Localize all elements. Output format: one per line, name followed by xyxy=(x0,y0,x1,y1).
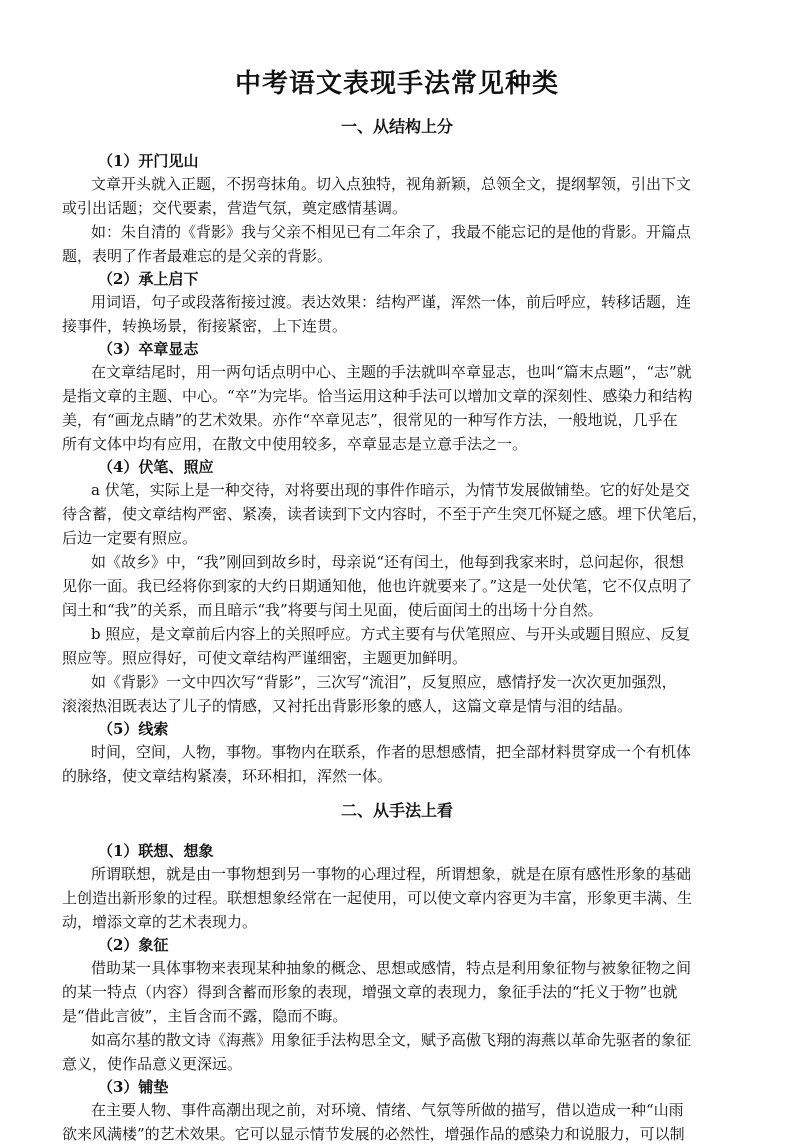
paragraph-line: 时间，空间，人物，事物。事物内在联系，作者的思想感情，把全部材料贯穿成一个有机体 xyxy=(91,743,692,761)
subsection-heading: （2）承上启下 xyxy=(98,270,199,288)
subsection-heading: （3）卒章显志 xyxy=(98,340,199,358)
paragraph-line: 闰土和“我”的关系，而且暗示“我”将要与闰土见面，使后面闰土的出场十分自然。 xyxy=(62,601,603,619)
paragraph-line: 如：朱自清的《背影》我与父亲不相见已有二年余了，我最不能忘记的是他的背影。开篇点 xyxy=(91,223,692,241)
subsection-heading: （5）线索 xyxy=(98,720,169,738)
paragraph-line: 欲来风满楼”的艺术效果。它可以显示情节发展的必然性，增强作品的感染力和说服力，可以制 xyxy=(62,1125,685,1143)
paragraph-line: 题，表明了作者最难忘的是父亲的背影。 xyxy=(62,247,333,265)
paragraph-line: 是“借此言彼”，主旨含而不露，隐而不晦。 xyxy=(62,1007,348,1025)
paragraph-line: 待含蓄，使文章结构严密、紧凑，读者读到下文内容时，不至于产生突兀怀疑之感。埋下伏笔后， xyxy=(62,505,708,523)
paragraph-line: 用词语，句子或段落衔接过渡。表达效果：结构严谨，浑然一体，前后呼应，转移话题，连 xyxy=(91,293,692,311)
paragraph-line: 美，有“画龙点睛”的艺术效果。亦作“卒章见志”，很常见的一种写作方法，一般地说，几乎在 xyxy=(62,411,678,429)
paragraph-line: 如《背影》一文中四次写“背影”，三次写“流泪”，反复照应，感情抒发一次次更加强烈， xyxy=(91,673,677,691)
paragraph-line: 的某一特点（内容）得到含蓄而形象的表现，增强文章的表现力，象征手法的“托义于物”也就 xyxy=(62,983,678,1001)
paragraph-line: 所有文体中均有应用，在散文中使用较多，卒章显志是立意手法之一。 xyxy=(62,435,528,453)
paragraph-line: 后边一定要有照应。 xyxy=(62,529,198,547)
paragraph-line: 意义，使作品意义更深远。 xyxy=(62,1055,243,1073)
paragraph-line: 上创造出新形象的过程。联想想象经常在一起使用，可以使文章内容更为丰富，形象更丰满、生 xyxy=(62,889,693,907)
paragraph xyxy=(62,220,732,268)
paragraph xyxy=(62,172,732,220)
paragraph-line: 照应等。照应得好，可使文章结构严谨细密，主题更加鲜明。 xyxy=(62,649,468,667)
paragraph-line: 在文章结尾时，用一两句话点明中心、主题的手法就叫卒章显志，也叫“篇末点题”，“志”就 xyxy=(91,363,692,381)
paragraph-line: 的脉络，使文章结构紧凑，环环相扣，浑然一体。 xyxy=(62,767,393,785)
paragraph xyxy=(62,290,732,338)
subsection-heading: （4）伏笔、照应 xyxy=(98,458,214,476)
subsection-heading: （1）开门见山 xyxy=(98,152,199,170)
document-title: 中考语文表现手法常见种类 xyxy=(234,69,559,99)
section-heading: 二、从手法上看 xyxy=(340,801,453,820)
paragraph-line: b 照应，是文章前后内容上的关照呼应。方式主要有与伏笔照应、与开头或题目照应、反复 xyxy=(91,625,691,643)
subsection-heading: （3）铺垫 xyxy=(98,1078,169,1096)
paragraph xyxy=(62,740,732,788)
paragraph-line: 在主要人物、事件高潮出现之前，对环境、情绪、气氛等所做的描写，借以造成一种“山雨 xyxy=(91,1101,684,1119)
paragraph xyxy=(62,622,732,670)
paragraph-line: 动，增添文章的艺术表现力。 xyxy=(62,913,258,931)
paragraph-line: 借助某一具体事物来表现某种抽象的概念、思想或感情，特点是利用象征物与被象征物之间 xyxy=(91,959,692,977)
paragraph xyxy=(62,1028,732,1076)
subsection-heading: （1）联想、想象 xyxy=(98,842,214,860)
paragraph-line: 是指文章的主题、中心。“卒”为完毕。恰当运用这种手法可以增加文章的深刻性、感染力和结构 xyxy=(62,387,693,405)
paragraph xyxy=(62,478,732,550)
paragraph-line: 或引出话题；交代要素，营造气氛，奠定感情基调。 xyxy=(62,199,408,217)
paragraph-line: 如《故乡》中，“我”刚回到故乡时，母亲说“还有闰土，他每到我家来时，总问起你，很想 xyxy=(91,553,685,571)
paragraph-line: 接事件，转换场景，衔接紧密，上下连贯。 xyxy=(62,317,348,335)
paragraph-line: a 伏笔，实际上是一种交待，对将要出现的事件作暗示，为情节发展做铺垫。它的好处是交 xyxy=(91,481,690,499)
subsection-heading: （2）象征 xyxy=(98,936,169,954)
paragraph xyxy=(62,550,732,622)
paragraph-line: 文章开头就入正题，不拐弯抹角。切入点独特，视角新颖，总领全文，提纲挈领，引出下文 xyxy=(91,175,692,193)
paragraph-line: 滚滚热泪既表达了儿子的情感，又衬托出背影形象的感人，这篇文章是情与泪的结晶。 xyxy=(62,697,633,715)
paragraph xyxy=(62,862,732,934)
paragraph-line: 如高尔基的散文诗《海燕》用象征手法构思全文，赋予高傲飞翔的海燕以革命先驱者的象征 xyxy=(91,1031,692,1049)
paragraph xyxy=(62,360,732,456)
paragraph xyxy=(62,956,732,1028)
section-heading: 一、从结构上分 xyxy=(340,117,453,136)
paragraph-line: 见你一面。我已经将你到家的大约日期通知他，他也许就要来了。”这是一处伏笔，它不仅点明了 xyxy=(62,577,693,595)
paragraph-line: 所谓联想，就是由一事物想到另一事物的心理过程，所谓想象，就是在原有感性形象的基础 xyxy=(91,865,692,883)
paragraph xyxy=(62,670,732,718)
paragraph xyxy=(62,1098,732,1146)
